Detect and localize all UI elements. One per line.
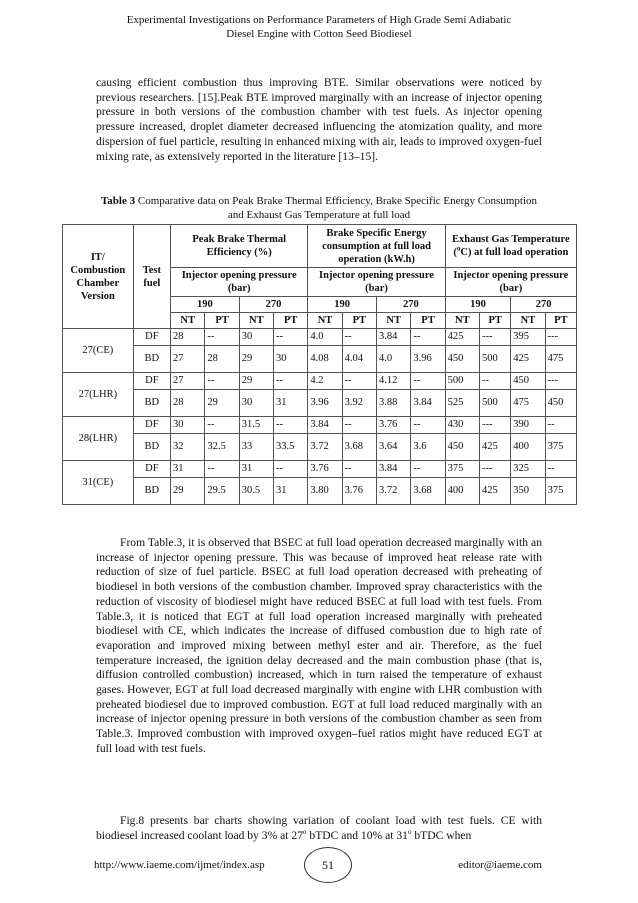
value-cell: 4.12 bbox=[377, 373, 411, 390]
table-row bbox=[63, 346, 577, 373]
value-cell: 3.76 bbox=[377, 417, 411, 434]
fuel-cell: BD bbox=[133, 434, 170, 461]
value-cell: 29 bbox=[239, 346, 273, 373]
value-cell: -- bbox=[342, 417, 376, 434]
value-cell: 3.68 bbox=[411, 478, 445, 505]
group-header-bte: Peak Brake Thermal Efficiency (%) bbox=[171, 225, 308, 268]
fuel-cell: DF bbox=[133, 461, 170, 478]
value-cell: --- bbox=[480, 329, 511, 346]
col-header-version: IT/ Combustion Chamber Version bbox=[63, 225, 134, 329]
value-cell: 29 bbox=[239, 373, 273, 390]
table-row bbox=[63, 373, 577, 390]
value-cell: 4.0 bbox=[377, 346, 411, 373]
value-cell: --- bbox=[545, 373, 576, 390]
value-cell: 3.68 bbox=[342, 434, 376, 461]
pt-header: PT bbox=[274, 313, 308, 329]
value-cell: 3.84 bbox=[411, 390, 445, 417]
table-body bbox=[63, 329, 577, 505]
value-cell: 30 bbox=[274, 346, 308, 373]
value-cell: 450 bbox=[545, 390, 576, 417]
value-cell: 400 bbox=[511, 434, 545, 461]
value-cell: -- bbox=[480, 373, 511, 390]
group-header-egt: Exhaust Gas Temperature ($^o$C) at full load operation bbox=[445, 225, 576, 268]
pressure-190: 190 bbox=[171, 297, 240, 313]
pressure-270: 270 bbox=[239, 297, 308, 313]
value-cell: -- bbox=[205, 329, 239, 346]
value-cell: 4.04 bbox=[342, 346, 376, 373]
fuel-cell: BD bbox=[133, 346, 170, 373]
pressure-270: 270 bbox=[511, 297, 577, 313]
value-cell: 3.76 bbox=[342, 478, 376, 505]
value-cell: 27 bbox=[171, 373, 205, 390]
value-cell: -- bbox=[274, 461, 308, 478]
header-line-2: Diesel Engine with Cotton Seed Biodiesel bbox=[226, 28, 412, 40]
iop-header-bte: Injector opening pressure (bar) bbox=[171, 268, 308, 297]
value-cell: 30 bbox=[171, 417, 205, 434]
fuel-cell: DF bbox=[133, 417, 170, 434]
iop-header-bsec: Injector opening pressure (bar) bbox=[308, 268, 445, 297]
value-cell: -- bbox=[411, 417, 445, 434]
value-cell: -- bbox=[411, 373, 445, 390]
value-cell: 3.80 bbox=[308, 478, 342, 505]
value-cell: 475 bbox=[511, 390, 545, 417]
nt-header: NT bbox=[171, 313, 205, 329]
value-cell: 30 bbox=[239, 390, 273, 417]
value-cell: 450 bbox=[511, 373, 545, 390]
value-cell: -- bbox=[545, 461, 576, 478]
table-row bbox=[63, 434, 577, 461]
value-cell: -- bbox=[205, 417, 239, 434]
fuel-cell: BD bbox=[133, 478, 170, 505]
value-cell: -- bbox=[205, 373, 239, 390]
value-cell: 525 bbox=[445, 390, 479, 417]
version-cell: 27(CE) bbox=[63, 329, 134, 373]
value-cell: -- bbox=[342, 373, 376, 390]
value-cell: 350 bbox=[511, 478, 545, 505]
table-row bbox=[63, 390, 577, 417]
value-cell: -- bbox=[274, 373, 308, 390]
pt-header: PT bbox=[480, 313, 511, 329]
running-header bbox=[60, 13, 578, 41]
col-header-fuel: Test fuel bbox=[133, 225, 170, 329]
value-cell: 30 bbox=[239, 329, 273, 346]
paragraph-2: From Table.3, it is observed that BSEC at full load operation decreased marginally with an increase of injector opening pressure. This was because of improved heat release rate with reduction of size of fuel particle. BSEC at full load operation decreased with preheating of biodiesel in both versions of the combustion chamber. Improved spray characteristics with the reduction of viscosity of biodiesel might have reduced BSEC at full load with test fuels. From Table.3, it is noticed that EGT at full load operation increased marginally with preheated biodiesel with CE, which indicates the increase of diffused combustion due to high rate of evaporation and improved mixing between methyl ester and air. Therefore, as the fuel temperature increased, the ignition delay decreased and the main combustion phase (that is, diffusion controlled combustion) increased, which in turn raised the temperature of exhaust gases. However, EGT at full load decreased marginally with engine with LHR combustion with preheated biodiesel due to improved combustion. EGT at full load reduced marginally with an increase of injector opening pressure in both versions of the combustion chamber as seen from Table.3. Improved combustion with improved oxygen–fuel ratios might have reduced EGT at full load with test fuels. bbox=[96, 536, 542, 755]
value-cell: 450 bbox=[445, 434, 479, 461]
fuel-cell: DF bbox=[133, 329, 170, 346]
value-cell: 31 bbox=[171, 461, 205, 478]
value-cell: 425 bbox=[445, 329, 479, 346]
value-cell: 30.5 bbox=[239, 478, 273, 505]
pt-header: PT bbox=[342, 313, 376, 329]
value-cell: 475 bbox=[545, 346, 576, 373]
value-cell: 500 bbox=[480, 390, 511, 417]
table-caption-text: Comparative data on Peak Brake Thermal Efficiency, Brake Specific Energy Consumption and Exhaust Gas Temperature at full load bbox=[137, 195, 538, 221]
page-number: 51 bbox=[304, 847, 352, 883]
value-cell: 31 bbox=[274, 390, 308, 417]
pressure-190: 190 bbox=[445, 297, 511, 313]
nt-header: NT bbox=[239, 313, 273, 329]
value-cell: 27 bbox=[171, 346, 205, 373]
nt-header: NT bbox=[445, 313, 479, 329]
value-cell: -- bbox=[205, 461, 239, 478]
nt-header: NT bbox=[511, 313, 545, 329]
value-cell: 375 bbox=[545, 478, 576, 505]
value-cell: 3.88 bbox=[377, 390, 411, 417]
value-cell: 33.5 bbox=[274, 434, 308, 461]
value-cell: 3.64 bbox=[377, 434, 411, 461]
value-cell: 28 bbox=[171, 329, 205, 346]
value-cell: 400 bbox=[445, 478, 479, 505]
paragraph-1: causing efficient combustion thus improving BTE. Similar observations were noticed by previous researchers. [15].Peak BTE improved marginally with an increase of injector opening pressure in both versions of the combustion chamber with test fuels. As injector opening pressure increased, droplet diameter decreased influencing the atomization quality, and more dispersion of fuel particle, resulting in enhanced mixing with air, leads to improved oxygen-fuel mixing rate, as extensively reported in the literature [13–15]. bbox=[96, 76, 542, 163]
table-caption-label: Table 3 bbox=[100, 195, 136, 207]
value-cell: 3.84 bbox=[377, 329, 411, 346]
pressure-190: 190 bbox=[308, 297, 377, 313]
value-cell: 3.96 bbox=[411, 346, 445, 373]
value-cell: 31 bbox=[274, 478, 308, 505]
table-caption bbox=[100, 194, 538, 222]
value-cell: 4.08 bbox=[308, 346, 342, 373]
version-cell: 28(LHR) bbox=[63, 417, 134, 461]
footer-email[interactable]: editor@iaeme.com bbox=[458, 859, 542, 871]
pt-header: PT bbox=[411, 313, 445, 329]
version-cell: 31(CE) bbox=[63, 461, 134, 505]
value-cell: 500 bbox=[480, 346, 511, 373]
fuel-cell: BD bbox=[133, 390, 170, 417]
value-cell: 28 bbox=[205, 346, 239, 373]
header-line-1: Experimental Investigations on Performance Parameters of High Grade Semi Adiabatic bbox=[126, 14, 512, 26]
value-cell: 4.0 bbox=[308, 329, 342, 346]
value-cell: 3.72 bbox=[308, 434, 342, 461]
value-cell: -- bbox=[545, 417, 576, 434]
value-cell: 3.72 bbox=[377, 478, 411, 505]
value-cell: -- bbox=[411, 329, 445, 346]
page-footer bbox=[60, 847, 578, 881]
value-cell: 33 bbox=[239, 434, 273, 461]
value-cell: 425 bbox=[480, 434, 511, 461]
value-cell: 390 bbox=[511, 417, 545, 434]
value-cell: 3.76 bbox=[308, 461, 342, 478]
table-row bbox=[63, 478, 577, 505]
value-cell: --- bbox=[480, 417, 511, 434]
value-cell: --- bbox=[480, 461, 511, 478]
table-row bbox=[63, 461, 577, 478]
value-cell: 31.5 bbox=[239, 417, 273, 434]
version-cell: 27(LHR) bbox=[63, 373, 134, 417]
nt-header: NT bbox=[377, 313, 411, 329]
group-header-bsec: Brake Specific Energy consumption at full load operation (kW.h) bbox=[308, 225, 445, 268]
value-cell: 3.92 bbox=[342, 390, 376, 417]
value-cell: 325 bbox=[511, 461, 545, 478]
comparison-table bbox=[62, 224, 577, 505]
value-cell: 425 bbox=[511, 346, 545, 373]
pressure-270: 270 bbox=[377, 297, 446, 313]
value-cell: 3.84 bbox=[308, 417, 342, 434]
value-cell: 32.5 bbox=[205, 434, 239, 461]
value-cell: 4.2 bbox=[308, 373, 342, 390]
value-cell: 395 bbox=[511, 329, 545, 346]
value-cell: 375 bbox=[545, 434, 576, 461]
fuel-cell: DF bbox=[133, 373, 170, 390]
value-cell: 31 bbox=[239, 461, 273, 478]
value-cell: -- bbox=[342, 461, 376, 478]
value-cell: -- bbox=[274, 329, 308, 346]
value-cell: 29 bbox=[205, 390, 239, 417]
value-cell: 430 bbox=[445, 417, 479, 434]
value-cell: 425 bbox=[480, 478, 511, 505]
value-cell: 3.84 bbox=[377, 461, 411, 478]
value-cell: 29.5 bbox=[205, 478, 239, 505]
footer-url[interactable]: http://www.iaeme.com/ijmet/index.asp bbox=[94, 859, 265, 871]
nt-header: NT bbox=[308, 313, 342, 329]
value-cell: 500 bbox=[445, 373, 479, 390]
value-cell: --- bbox=[545, 329, 576, 346]
value-cell: -- bbox=[342, 329, 376, 346]
value-cell: 29 bbox=[171, 478, 205, 505]
value-cell: 3.96 bbox=[308, 390, 342, 417]
iop-header-egt: Injector opening pressure (bar) bbox=[445, 268, 576, 297]
value-cell: 3.6 bbox=[411, 434, 445, 461]
value-cell: 450 bbox=[445, 346, 479, 373]
paragraph-3: Fig.8 presents bar charts showing variation of coolant load with test fuels. CE with biodiesel increased coolant load by 3% at 27$^o$ bTDC and 10% at 31$^o$ bTDC when bbox=[96, 814, 542, 842]
pt-header: PT bbox=[545, 313, 576, 329]
pt-header: PT bbox=[205, 313, 239, 329]
value-cell: 28 bbox=[171, 390, 205, 417]
table-row bbox=[63, 417, 577, 434]
value-cell: 375 bbox=[445, 461, 479, 478]
value-cell: 32 bbox=[171, 434, 205, 461]
table-row bbox=[63, 329, 577, 346]
value-cell: -- bbox=[274, 417, 308, 434]
value-cell: -- bbox=[411, 461, 445, 478]
